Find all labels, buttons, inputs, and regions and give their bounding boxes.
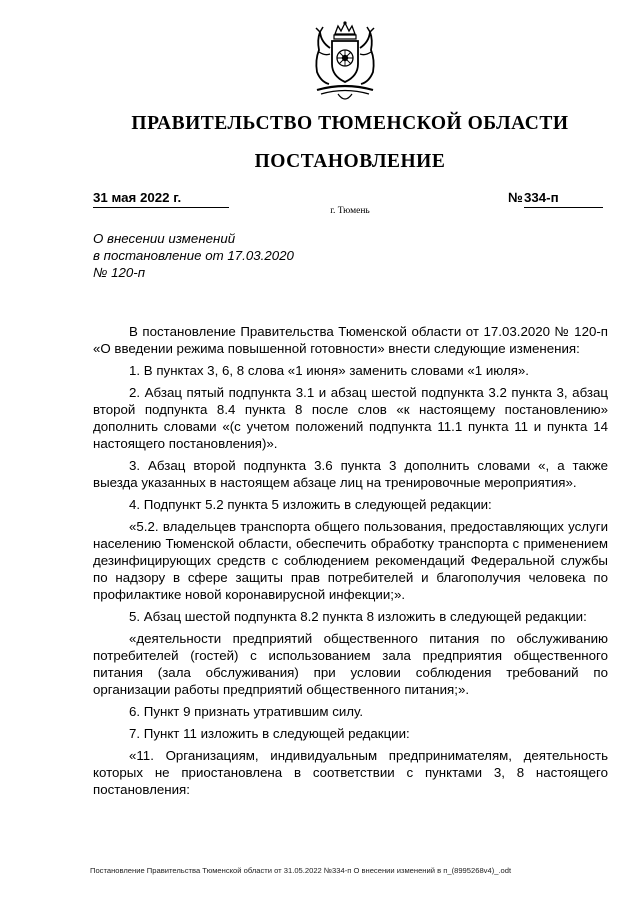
government-title: ПРАВИТЕЛЬСТВО ТЮМЕНСКОЙ ОБЛАСТИ bbox=[131, 113, 569, 134]
body-paragraph: «5.2. владельцев транспорта общего пользования, предоставляющих услуги населению Тюменской области, обеспечить обработку транспорта с применением дезинфицирующих средств с соблюдением рекомендаций Федеральной службы по надзору в сфере защиты прав потребителей и благополучия человека по профилактике новой коронавирусной инфекции;». bbox=[93, 519, 608, 602]
city-label: г. Тюмень bbox=[330, 206, 370, 216]
document-number: 334-п bbox=[524, 190, 603, 208]
document-date: 31 мая 2022 г. bbox=[93, 190, 229, 208]
subject-line: № 120-п bbox=[93, 265, 146, 280]
body-paragraph: 5. Абзац шестой подпункта 8.2 пункта 8 изложить в следующей редакции: bbox=[129, 609, 587, 624]
body-paragraph: 4. Подпункт 5.2 пункта 5 изложить в следующей редакции: bbox=[129, 497, 492, 512]
number-sign: № bbox=[508, 190, 523, 205]
body-paragraph: 2. Абзац пятый подпункта 3.1 и абзац шестой подпункта 3.2 пункта 3, абзац второй подпункта 8.4 пункта 8 после слов «к настоящему постановлению» дополнить словами «(с учетом положений подпункта 11.1 пункта 11 и пункта 14 настоящего постановления)». bbox=[93, 385, 608, 451]
document-type-title: ПОСТАНОВЛЕНИЕ bbox=[254, 151, 446, 172]
body-paragraph: В постановление Правительства Тюменской области от 17.03.2020 № 120-п «О введении режима повышенной готовности» внести следующие изменения: bbox=[93, 324, 608, 356]
body-paragraph: «11. Организациям, индивидуальным предпринимателям, деятельность которых не приостановлена в соответствии с пунктами 3, 8 настоящего постановления: bbox=[93, 748, 608, 797]
document-subject bbox=[93, 230, 294, 281]
body-paragraph: 6. Пункт 9 признать утратившим силу. bbox=[129, 704, 364, 719]
subject-line: О внесении изменений bbox=[93, 231, 236, 246]
body-paragraph: 3. Абзац второй подпункта 3.6 пункта 3 дополнить словами «, а также выезда указанных в настоящем абзаце лиц на тренировочные мероприятия». bbox=[93, 458, 608, 490]
subject-line: в постановление от 17.03.2020 bbox=[93, 248, 294, 263]
document-body bbox=[93, 323, 608, 803]
body-paragraph: 1. В пунктах 3, 6, 8 слова «1 июня» заменить словами «1 июля». bbox=[129, 363, 529, 378]
body-paragraph: 7. Пункт 11 изложить в следующей редакции: bbox=[129, 726, 410, 741]
body-paragraph: «деятельности предприятий общественного питания по обслуживанию потребителей (гостей) с использованием зала предприятия общественного питания (зала обслуживания) при условии соблюдения требований по организации работы предприятий общественного питания;». bbox=[93, 631, 608, 697]
document-footer: Постановление Правительства Тюменской области от 31.05.2022 №334-п О внесении изменений в п_(8995268v4)_.odt bbox=[90, 866, 512, 875]
coat-of-arms-emblem bbox=[305, 20, 385, 112]
